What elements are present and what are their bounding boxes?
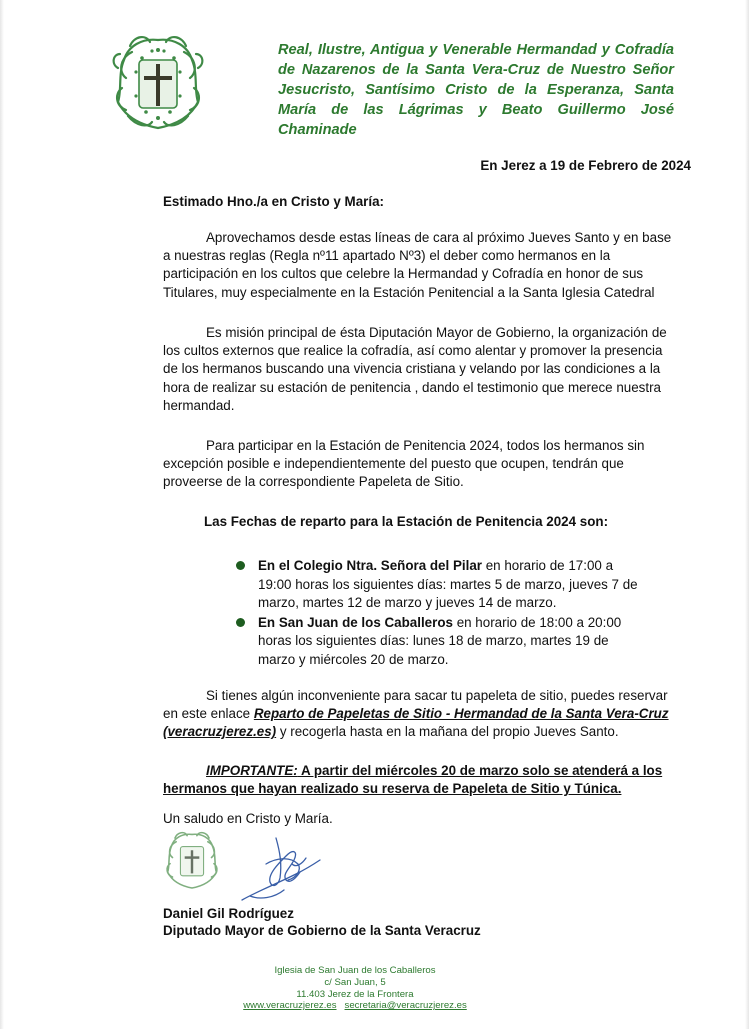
signer-block bbox=[163, 905, 481, 939]
paragraph-rules bbox=[163, 229, 673, 302]
reservation-link[interactable]: Reparto de Papeletas de Sitio - Hermandad de la Santa Vera-Cruz (veracruzjerez.es) bbox=[163, 706, 669, 740]
distribution-dates-list bbox=[236, 557, 646, 671]
handwritten-signature bbox=[236, 834, 326, 904]
paragraph-rules-text: Aprovechamos desde estas líneas de cara al próximo Jueves Santo y en base a nuestras reglas (Regla nº11 apartado Nº3) el deber como hermanos en la participación en los cultos que celebre la Hermandad y Cofradía en honor de sus Titulares, muy especialmente en la Estación Penitencial a la Santa Iglesia Catedral bbox=[163, 230, 672, 300]
list-item bbox=[236, 614, 646, 670]
footer-street: c/ San Juan, 5 bbox=[324, 976, 386, 988]
footer-city: 11.403 Jerez de la Frontera bbox=[296, 988, 414, 1000]
important-label: IMPORTANTE: bbox=[206, 763, 298, 778]
paragraph-mission-text: Es misión principal de ésta Diputación Mayor de Gobierno, la organización de los cultos externos que realice la cofradía, así como alentar y promover la presencia de los hermanos buscando una vivencia cristiana y velando por las condiciones a la hora de realizar su estación de penitencia , dando el testimonio que merece nuestra hermandad. bbox=[163, 325, 667, 413]
important-text: A partir del miércoles 20 de marzo solo se atenderá a los hermanos que hayan realizado su reserva de Papeleta de Sitio y Túnica. bbox=[163, 763, 663, 797]
footer-links bbox=[230, 1000, 480, 1012]
footer-website-link[interactable]: www.veracruzjerez.es bbox=[243, 1000, 337, 1012]
footer-church: Iglesia de San Juan de los Caballeros bbox=[274, 965, 436, 976]
dates-heading: Las Fechas de reparto para la Estación de Penitencia 2024 son: bbox=[203, 514, 609, 529]
location-san-juan: En San Juan de los Caballeros bbox=[258, 614, 453, 630]
brotherhood-title: Real, Ilustre, Antigua y Venerable Hermandad y Cofradía de Nazarenos de la Santa Vera-Cruz de Nuestro Señor Jesucristo, Santísimo Cristo de la Esperanza, Santa María de las Lágrimas y Beato Guillermo José Chaminade bbox=[278, 42, 674, 138]
brotherhood-crest-icon bbox=[112, 32, 204, 132]
bullet-icon bbox=[236, 618, 245, 627]
paragraph-reservation bbox=[163, 687, 673, 742]
reservation-text-after: y recogerla hasta en la mañana del propio Jueves Santo. bbox=[276, 724, 619, 740]
list-item bbox=[236, 557, 646, 613]
greeting: Estimado Hno./a en Cristo y María: bbox=[163, 194, 384, 209]
reservation-text-before: Si tienes algún inconveniente para sacar tu papeleta de sitio, puedes reservar en este enlace bbox=[163, 688, 668, 722]
letter-date: En Jerez a 19 de Febrero de 2024 bbox=[480, 158, 691, 173]
brotherhood-crest-small-icon bbox=[164, 829, 220, 891]
bullet-icon bbox=[236, 561, 245, 570]
paragraph-participation bbox=[163, 437, 673, 492]
paragraph-participation-text: Para participar en la Estación de Penitencia 2024, todos los hermanos sin excepción posible e independientemente del puesto que ocupen, tendrán que proveerse de la correspondiente Papeleta de Sitio. bbox=[163, 438, 645, 490]
location-pilar: En el Colegio Ntra. Señora del Pilar bbox=[258, 558, 482, 573]
closing-salutation: Un saludo en Cristo y María. bbox=[163, 811, 333, 826]
schedule-san-juan: en horario de 18:00 a 20:00 horas los siguientes días: lunes 18 de marzo, martes 19 de marzo y miércoles 20 de marzo. bbox=[258, 614, 622, 667]
footer-email-link[interactable]: secretaria@veracruzjerez.es bbox=[344, 1000, 467, 1012]
paragraph-mission bbox=[163, 324, 673, 415]
footer-address bbox=[230, 965, 480, 1012]
signer-role: Diputado Mayor de Gobierno de la Santa Veracruz bbox=[163, 923, 481, 938]
schedule-pilar: en horario de 17:00 a 19:00 horas los siguientes días: martes 5 de marzo, jueves 7 de marzo, martes 12 de marzo y jueves 14 de marzo. bbox=[258, 558, 638, 611]
important-notice bbox=[163, 762, 673, 798]
signer-name: Daniel Gil Rodríguez bbox=[163, 906, 294, 921]
